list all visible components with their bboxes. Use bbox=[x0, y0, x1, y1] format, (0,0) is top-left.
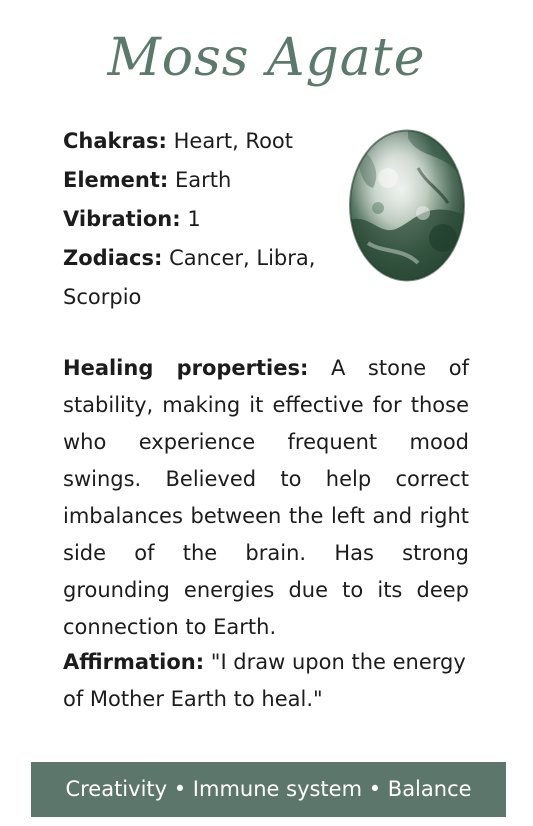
vibration-row bbox=[63, 200, 333, 239]
affirmation-text: "I draw upon the energy of Mother Earth to heal." bbox=[63, 650, 466, 711]
affirmation-paragraph bbox=[63, 644, 469, 718]
page-title: Moss Agate bbox=[107, 28, 426, 88]
chakras-row bbox=[63, 122, 333, 161]
chakras-label: Chakras: bbox=[63, 129, 167, 153]
healing-label: Healing properties: bbox=[63, 356, 309, 380]
keywords-banner-text: Creativity • Immune system • Balance bbox=[65, 777, 472, 801]
attributes-list bbox=[63, 122, 333, 317]
element-label: Element: bbox=[63, 168, 169, 192]
chakras-value: Heart, Root bbox=[173, 129, 294, 153]
vibration-label: Vibration: bbox=[63, 207, 181, 231]
zodiacs-label: Zodiacs: bbox=[63, 246, 163, 270]
zodiacs-row bbox=[63, 239, 333, 317]
vibration-value: 1 bbox=[187, 207, 201, 231]
healing-text: A stone of stability, making it effective for those who experience frequent mood swings. Believed to help correct imbalances between the left and right side of the brain. Has strong grounding energies due to its deep connection to Earth. bbox=[63, 356, 469, 639]
element-row bbox=[63, 161, 333, 200]
affirmation-label: Affirmation: bbox=[63, 650, 205, 674]
element-value: Earth bbox=[175, 168, 232, 192]
moss-agate-stone-image bbox=[348, 128, 466, 283]
keywords-banner bbox=[31, 762, 506, 817]
zodiacs-value: Cancer, Libra, Scorpio bbox=[63, 246, 316, 309]
healing-properties-paragraph bbox=[63, 350, 469, 646]
